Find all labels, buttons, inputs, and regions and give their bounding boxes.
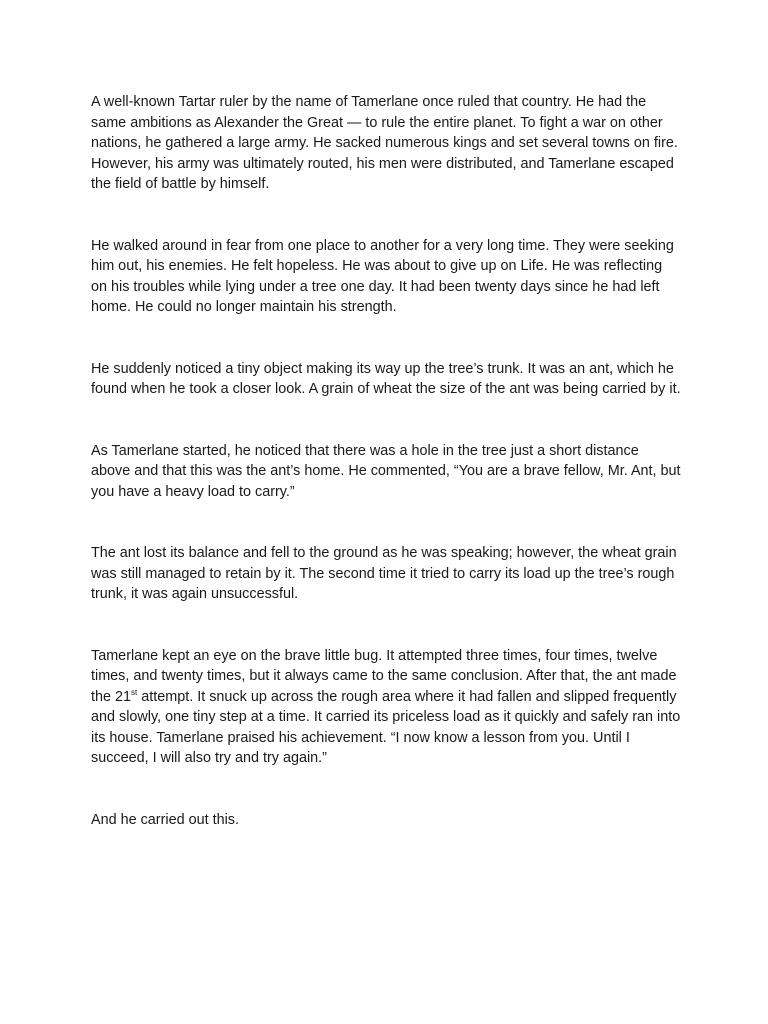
paragraph-4: As Tamerlane started, he noticed that there was a hole in the tree just a short distance above and that this was the ant’s home. He commented, “You are a brave fellow, Mr. Ant, but you have a heavy load to carry.” (91, 442, 681, 500)
paragraph-6-part-1: Tamerlane kept an eye on the brave little bug. It attempted three times, four times, twelve times, and twenty times, but it always came to the same conclusion. After that, the ant made the 21 (91, 647, 677, 705)
paragraph-6 (91, 646, 681, 769)
ordinal-suffix: st (131, 687, 138, 697)
closing-paragraph: And he carried out this. (91, 811, 239, 828)
document-page (91, 92, 681, 871)
paragraph-3: He suddenly noticed a tiny object making its way up the tree’s trunk. It was an ant, which he found when he took a closer look. A grain of wheat the size of the ant was being carried by it. (91, 360, 681, 397)
paragraph-6-part-2: attempt. It snuck up across the rough area where it had fallen and slipped frequently and slowly, one tiny step at a time. It carried its priceless load as it quickly and safely ran into its house. Tamerlane praised his achievement. “I now know a lesson from you. Until I succeed, I will also try and try again.” (91, 688, 681, 766)
paragraph-5: The ant lost its balance and fell to the ground as he was speaking; however, the wheat grain was still managed to retain by it. The second time it tried to carry its load up the tree’s rough trunk, it was again unsuccessful. (91, 545, 677, 602)
paragraph-1: A well-known Tartar ruler by the name of Tamerlane once ruled that country. He had the same ambitions as Alexander the Great — to rule the entire planet. To fight a war on other nations, he gathered a large army. He sacked numerous kings and set several towns on fire. However, his army was ultimately routed, his men were distributed, and Tamerlane escaped the field of battle by himself. (91, 94, 678, 192)
paragraph-2: He walked around in fear from one place to another for a very long time. They were seeking him out, his enemies. He felt hopeless. He was about to give up on Life. He was reflecting on his troubles while lying under a tree one day. It had been twenty days since he had left home. He could no longer maintain his strength. (91, 237, 674, 315)
